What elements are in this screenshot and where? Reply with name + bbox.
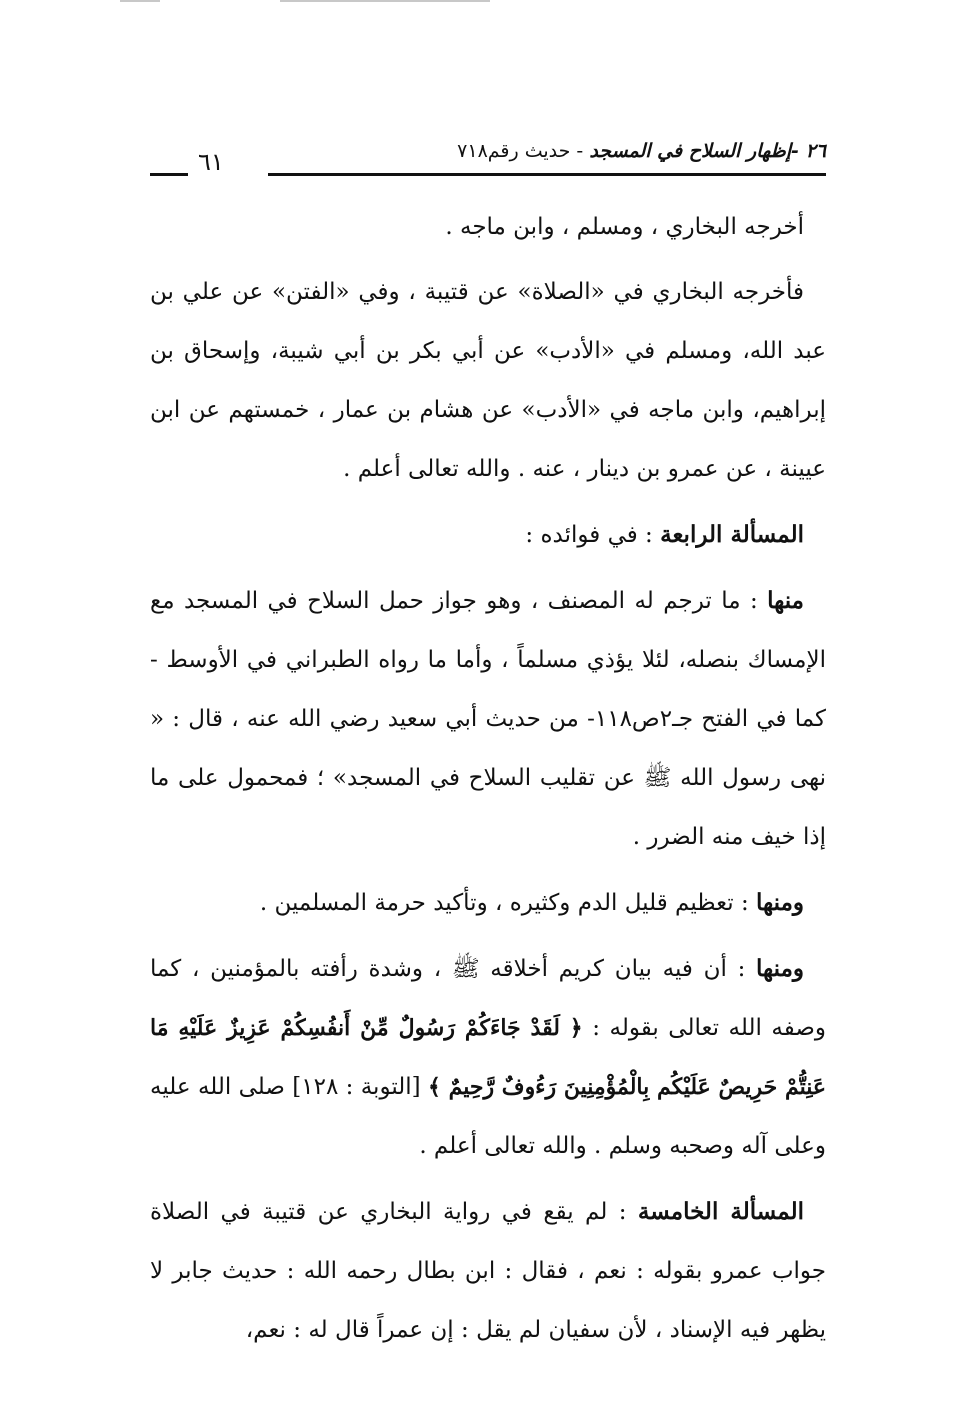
benefit-2-label: ومنها: [756, 889, 804, 916]
fourth-issue-heading: المسألة الرابعة: [660, 521, 804, 548]
paragraph-takhrij-details: فأخرجه البخاري في «الصلاة» عن قتيبة ، وفي «الفتن» عن علي بن عبد الله، ومسلم في «الأدب» عن أبي بكر بن أبي شيبة، وإسحاق بن إبراهيم، وابن ماجه في «الأدب» عن هشام بن عمار ، خمستهم عن ابن عيينة ، عن عمرو بن دينار ، عنه . والله تعالى أعلم .: [150, 279, 826, 482]
paragraph-benefit-2: [150, 873, 826, 933]
scan-edge-mark-left: [120, 0, 160, 2]
scan-edge-mark-right: [280, 0, 490, 2]
benefit-3-text-continued: [التوبة : ١٢٨] صلى الله عليه وعلى آله وصحبه وسلم . والله تعالى أعلم .: [150, 1074, 826, 1159]
paragraph-fourth-issue: [150, 505, 826, 565]
fifth-issue-text: : لم يقع في رواية البخاري عن قتيبة في الصلاة جواب عمرو بقوله : نعم ، فقال : ابن بطال رحمه الله : حديث جابر لا يظهر فيه الإسناد ، لأن سفيان لم يقل : إن عمراً قال له : نعم،: [150, 1199, 826, 1343]
page-header: [150, 138, 826, 186]
running-header: [457, 140, 826, 162]
chapter-title: ٢٦ -إظهار السلاح في المسجد: [589, 140, 826, 162]
page-number: ٦١: [198, 148, 224, 176]
benefit-2-text: : تعظيم قليل الدم وكثيره ، وتأكيد حرمة المسلمين .: [259, 890, 757, 916]
paragraph-takhrij-summary: أخرجه البخاري ، ومسلم ، وابن ماجه .: [445, 214, 804, 240]
header-left-rule: [150, 173, 188, 176]
quran-verse: ﴿ لَقَدْ جَاءَكُمْ رَسُولٌ مِّنْ أَنفُسِكُمْ عَزِيزٌ عَلَيْهِ مَا عَنِتُّمْ حَرِيصٌ عَلَيْكُم بِالْمُؤْمِنِينَ رَءُوفٌ رَّحِيمٌ ﴾: [150, 1015, 827, 1100]
paragraph-benefit-3: [150, 939, 826, 1176]
benefit-1-text: : ما ترجم له المصنف ، وهو جواز حمل السلاح في المسجد مع الإمساك بنصله، لئلا يؤذي مسلماً ، وأما ما رواه الطبراني في الأوسط - كما في الفتح جـ٢ص١١٨- من حديث أبي سعيد رضي الله عنه ، قال : « نهى رسول الله ﷺ عن تقليب السلاح في المسجد» ؛ فمحمول على ما إذا خيف منه الضرر .: [150, 588, 826, 850]
header-separator: -: [570, 140, 590, 162]
paragraph-fifth-issue: [150, 1182, 826, 1360]
hadith-reference: حديث رقم٧١٨: [457, 140, 571, 162]
fourth-issue-text: : في فوائده :: [525, 522, 661, 548]
benefit-3-label: ومنها: [756, 955, 804, 982]
header-rule: [268, 173, 826, 176]
benefit-3-text: : أن فيه بيان كريم أخلاقه ﷺ ، وشدة رأفته بالمؤمنين ، كما وصفه الله تعالى بقوله :: [150, 956, 826, 1041]
benefit-1-label: منها: [767, 587, 804, 614]
page-body: [150, 198, 826, 1366]
fifth-issue-heading: المسألة الخامسة: [637, 1198, 804, 1225]
paragraph-benefit-1: [150, 571, 826, 867]
